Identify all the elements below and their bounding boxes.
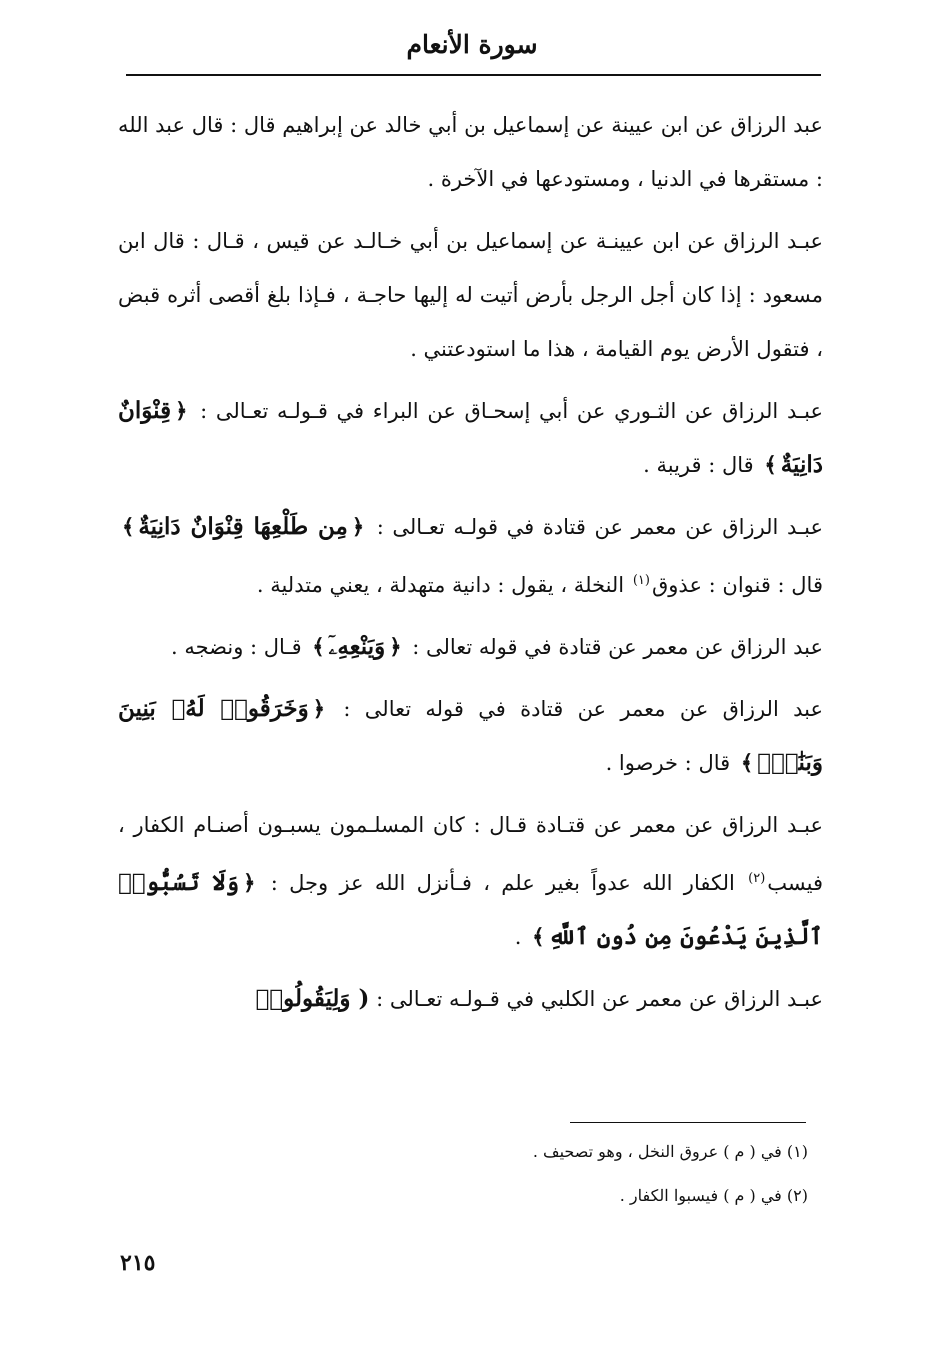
paragraph-text: عبد الرزاق عن ابن عيينة عن إسماعيل بن أبي خالد عن إبراهيم قال : قال عبد الله : مستقرها في الدنيا ، ومستودعها في الآخرة . [118, 113, 823, 191]
paragraph-text: عبـد الرزاق عن معمر عن قتادة في قولـه تعـالى : [376, 515, 823, 539]
quran-bracket-close: ﴾ [764, 452, 777, 477]
paragraph-7 [118, 798, 823, 964]
quran-bracket-close: ﴾ [312, 634, 325, 659]
quran-bracket-close: ﴾ [532, 924, 545, 949]
paragraph-2 [118, 214, 823, 376]
quran-verse: ( وَلِيَقُولُوا۟ [255, 985, 370, 1012]
footnote-divider [570, 1122, 806, 1123]
paragraph-text: الكفار الله عدواً بغير علم ، فـأنزل الله عز وجل : [270, 871, 735, 895]
paragraph-text: عبد الرزاق عن معمر عن قتادة في قوله تعالى : [343, 697, 823, 721]
paragraph-6 [118, 682, 823, 790]
paragraph-text: النخلة ، يقول : دانية متهدلة ، يعني متدلية . [256, 573, 625, 597]
paragraph-4 [118, 500, 823, 612]
paragraph-text: . [514, 925, 522, 949]
paragraph-text: عبد الرزاق عن معمر عن قتادة في قوله تعالى : [412, 635, 823, 659]
quran-verse: وَلَا تَسُبُّوا۟ ٱلَّذِينَ يَدْعُونَ مِن دُونِ ٱللَّهِ [118, 869, 823, 950]
page-number: ٢١٥ [120, 1250, 156, 1276]
quran-verse: وَخَرَقُوا۟ لَهُۥ بَنِينَ وَبَنَٰتٍۭ [118, 695, 823, 776]
paragraph-text: عبـد الرزاق عن معمر عن قتـادة قـال : كان المسلـمون يسبـون أصنـام الكفار ، فيسب [118, 813, 823, 895]
main-text-body [118, 98, 823, 1034]
paragraph-text: قال : قنوان : عذوق [651, 573, 823, 597]
paragraph-text: عبـد الرزاق عن ابن عيينـة عن إسماعيل بن أبي خـالـد عن قيس ، قـال : قال ابن مسعود : إذا كان أجل الرجل بأرض أتيت له إليها حاجـة ، فـإذا بلغ أقصى أثره قبض ، فتقول الأرض يوم القيامة ، هذا ما استودعتني . [118, 229, 823, 361]
quran-verse: مِن طَلْعِهَا قِنْوَانٌ دَانِيَةٌ [138, 513, 348, 540]
paragraph-text: عبـد الرزاق عن معمر عن الكلبي في قـولـه تعـالى : [376, 987, 823, 1011]
quran-bracket-open: ﴿ [312, 696, 326, 721]
header-divider [126, 74, 821, 76]
quran-verse: وَيَنْعِهِۦٓ [328, 633, 386, 660]
paragraph-1 [118, 98, 823, 206]
quran-bracket-close: ﴾ [122, 514, 135, 539]
quran-bracket-open: ﴿ [175, 398, 188, 423]
footnote-1: (١) في ( م ) عروق النخل ، وهو تصحيف . [532, 1142, 808, 1161]
paragraph-text: قال : قريبة . [643, 453, 754, 477]
paragraph-3 [118, 384, 823, 492]
footnotes [118, 1130, 808, 1218]
quran-bracket-open: ﴿ [389, 634, 402, 659]
quran-bracket-open: ﴿ [243, 870, 256, 895]
paragraph-text: عبـد الرزاق عن الثـوري عن أبي إسحـاق عن البراء في قـولـه تعـالى : [200, 399, 823, 423]
paragraph-5 [118, 620, 823, 674]
paragraph-text: قال : خرصوا . [605, 751, 731, 775]
footnote-reference: (١) [632, 573, 650, 588]
quran-verse: قِنْوَانٌ دَانِيَةٌ [118, 397, 823, 478]
quran-bracket-close: ﴾ [740, 750, 754, 775]
paragraph-text: قـال : ونضجه . [170, 635, 302, 659]
page-header-title: سورة الأنعام [406, 30, 538, 59]
paragraph-8 [118, 972, 823, 1026]
footnote-reference: (٢) [748, 871, 766, 886]
quran-bracket-open: ﴿ [351, 514, 365, 539]
footnote-2: (٢) في ( م ) فيسبوا الكفار . [619, 1186, 808, 1205]
